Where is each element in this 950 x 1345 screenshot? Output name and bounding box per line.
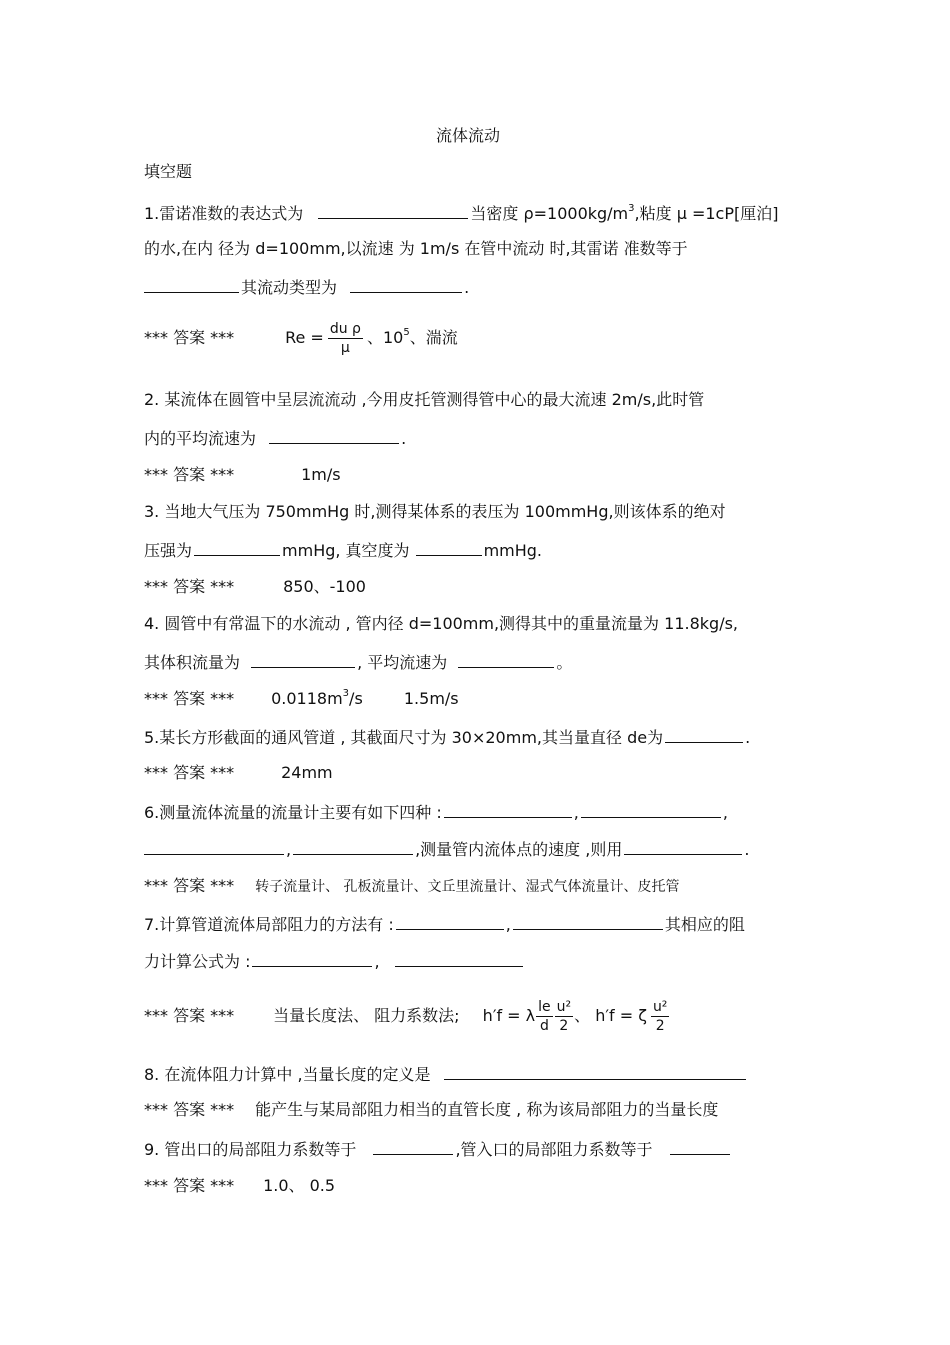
q3-line1: 3. 当地大气压为 750mmHg 时,测得某体系的表压为 100mmHg,则该体系的绝对 (144, 502, 726, 521)
q1-blank-formula (318, 202, 468, 219)
q6-blank-2 (581, 801, 721, 818)
q7-blank-2 (513, 913, 663, 930)
q1-ans-fraction (328, 320, 363, 357)
q7-line2 (144, 950, 525, 972)
q7-ans-hf1: h′f = λ (482, 1006, 536, 1025)
q2-answer (144, 465, 341, 485)
q6-text-2: ,测量管内流体点的速度 ,则用 (415, 840, 623, 859)
answer-label: *** 答案 *** (144, 1100, 235, 1119)
q7-frac3-num: u² (652, 999, 668, 1015)
q4-blank-vol (251, 651, 355, 668)
q1-ans-mid: 、10 (366, 328, 404, 347)
q6-blank-3 (144, 838, 284, 855)
q1-line3 (144, 276, 469, 298)
q7-blank-1 (396, 913, 504, 930)
q9-line1 (144, 1138, 732, 1160)
answer-label: *** 答案 *** (144, 763, 235, 782)
q6-ans: 转子流量计、 孔板流量计、文丘里流量计、湿式气体流量计、皮托管 (255, 879, 680, 895)
q4-answer (144, 689, 459, 709)
q3-ans: 850、-100 (283, 577, 366, 596)
answer-label: *** 答案 *** (144, 876, 235, 895)
q7-frac2-den: 2 (559, 1018, 569, 1034)
q5-end: . (745, 728, 751, 747)
q7-ans-hf2: h′f = ζ (595, 1006, 647, 1025)
q7-blank-4 (395, 950, 523, 967)
q1-ans-numerator: du ρ (329, 321, 361, 337)
q9-answer (144, 1176, 335, 1196)
q7-text: 7.计算管道流体局部阻力的方法有 : (144, 915, 394, 934)
q1-ans-denominator: μ (340, 340, 350, 356)
q6-text: 6.测量流体流量的流量计主要有如下四种 : (144, 803, 442, 822)
q1-ans-end: 、湍流 (409, 328, 458, 347)
q1-density: 当密度 ρ=1000kg/m (470, 204, 629, 223)
q7-ans-text: 当量长度法、 阻力系数法; (273, 1006, 460, 1025)
q6-blank-4 (293, 838, 413, 855)
q4-text: 其体积流量为 (144, 653, 241, 672)
q4-line2 (144, 651, 572, 673)
q6-comma-2: , (722, 803, 728, 822)
q2-line1: 2. 某流体在圆管中呈层流流动 ,今用皮托管测得管中心的最大流速 2m/s,此时管 (144, 390, 705, 409)
q1-answer (144, 320, 458, 357)
q2-blank (269, 427, 399, 444)
q7-frac3-den: 2 (655, 1018, 665, 1034)
q1-exp: 3 (628, 203, 635, 214)
q1-ans-re: Re = (285, 328, 324, 347)
q7-text-2: 其相应的阻 (664, 915, 745, 934)
q1-text: 1.雷诺准数的表达式为 (144, 204, 304, 223)
q3-blank-abs (194, 539, 280, 556)
q7-ans-sep: 、 (574, 1006, 591, 1025)
q3-blank-vac (416, 539, 482, 556)
q1-line1 (144, 202, 779, 224)
q8-text: 8. 在流体阻力计算中 ,当量长度的定义是 (144, 1065, 431, 1084)
q7-text-3: 力计算公式为 : (144, 952, 251, 971)
q7-frac1-num: le (538, 999, 551, 1015)
answer-label: *** 答案 *** (144, 465, 235, 484)
q5-line1 (144, 726, 750, 748)
q6-blank-1 (444, 801, 572, 818)
q5-blank (665, 726, 743, 743)
q8-answer (144, 1100, 718, 1120)
q4-vel: , 平均流速为 (357, 653, 448, 672)
q3-vac: mmHg, 真空度为 (282, 541, 410, 560)
q6-end: . (744, 840, 750, 859)
q6-line2 (144, 838, 749, 860)
q9-ans: 1.0、 0.5 (263, 1176, 336, 1195)
q6-blank-5 (624, 838, 742, 855)
q1-ans-exp: 5 (403, 327, 410, 338)
q7-frac-u2-2b (651, 998, 670, 1035)
q1-viscosity: ,粘度 μ =1cP[厘泊] (634, 204, 779, 223)
q3-answer (144, 577, 366, 597)
q2-line2 (144, 427, 406, 449)
page-title: 流体流动 (436, 126, 501, 145)
q4-ans-exp: 3 (342, 688, 350, 699)
q1-line2: 的水,在内 径为 d=100mm,以流速 为 1m/s 在管中流动 时,其雷诺 准数等于 (144, 239, 688, 258)
answer-label: *** 答案 *** (144, 1006, 235, 1025)
q6-comma-1: , (573, 803, 579, 822)
answer-label: *** 答案 *** (144, 328, 235, 347)
section-heading: 填空题 (144, 162, 193, 181)
q6-line1 (144, 801, 728, 823)
q8-blank (444, 1063, 746, 1080)
q3-text: 压强为 (144, 541, 193, 560)
q4-ans-c: 1.5m/s (403, 689, 459, 708)
q1-type: 其流动类型为 (241, 278, 338, 297)
q7-frac2-num: u² (556, 999, 572, 1015)
q4-blank-vel (458, 651, 554, 668)
q9-text-2: ,管入口的局部阻力系数等于 (455, 1140, 653, 1159)
q9-blank-1 (373, 1138, 453, 1155)
q1-end: . (464, 278, 470, 297)
q3-end: mmHg. (483, 541, 543, 560)
q8-ans: 能产生与某局部阻力相当的直管长度 , 称为该局部阻力的当量长度 (255, 1100, 719, 1119)
q4-end: 。 (556, 653, 573, 672)
q6-answer (144, 876, 680, 897)
answer-label: *** 答案 *** (144, 577, 235, 596)
q7-comma-1: , (505, 915, 511, 934)
q6-comma-3: , (286, 840, 292, 859)
q7-frac1-den: d (539, 1018, 549, 1034)
q4-ans-a: 0.0118m (271, 689, 343, 708)
q7-comma-2: , (374, 952, 380, 971)
q2-text: 内的平均流速为 (144, 429, 257, 448)
q7-answer (144, 996, 673, 1036)
q9-text: 9. 管出口的局部阻力系数等于 (144, 1140, 357, 1159)
q5-ans: 24mm (281, 763, 333, 782)
answer-label: *** 答案 *** (144, 689, 235, 708)
q7-blank-3 (252, 950, 372, 967)
q9-blank-2 (670, 1138, 730, 1155)
q1-blank-type (350, 276, 462, 293)
q7-line1 (144, 913, 745, 935)
q7-frac-u2-2 (555, 998, 574, 1035)
q2-ans: 1m/s (301, 465, 341, 484)
q4-ans-b: /s (349, 689, 363, 708)
q2-end: . (401, 429, 407, 448)
q8-line1 (144, 1063, 748, 1085)
q1-blank-re (144, 276, 239, 293)
q5-answer (144, 763, 333, 783)
q7-frac-le-d (536, 998, 553, 1035)
answer-label: *** 答案 *** (144, 1176, 235, 1195)
q3-line2 (144, 539, 542, 561)
q4-line1: 4. 圆管中有常温下的水流动 , 管内径 d=100mm,测得其中的重量流量为 11.8kg/s, (144, 614, 739, 633)
q5-text: 5.某长方形截面的通风管道 , 其截面尺寸为 30×20mm,其当量直径 de为 (144, 728, 664, 747)
